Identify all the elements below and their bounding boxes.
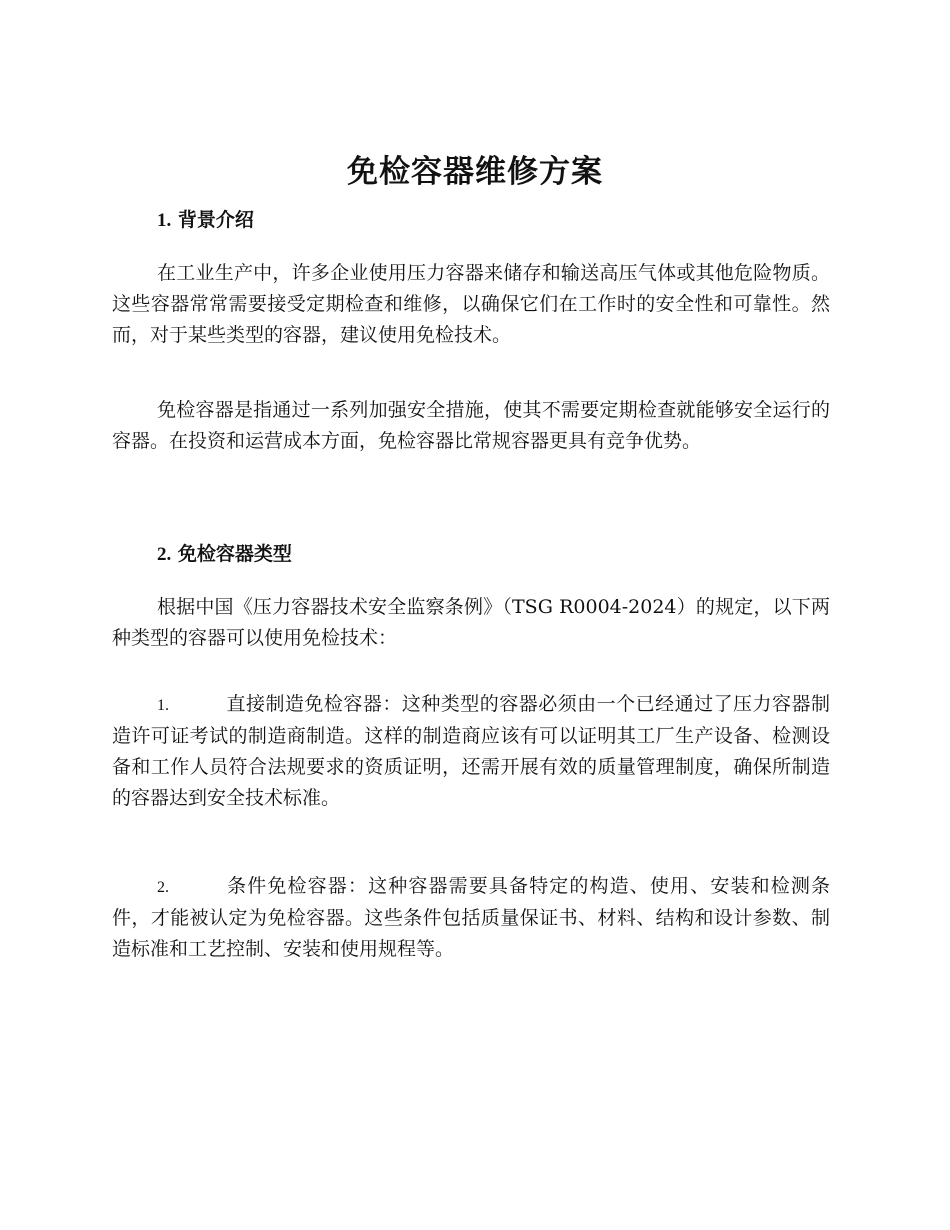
document-title: 免检容器维修方案 [347, 154, 603, 190]
list-item-text: 直接制造免检容器：这种类型的容器必须由一个已经通过了压力容器制造许可证考试的制造商制造。这样的制造商应该有可以证明其工厂生产设备、检测设备和工作人员符合法规要求的资质证明，还需开展有效的质量管理制度，确保所制造的容器达到安全技术标准。 [112, 693, 830, 809]
list-item [112, 689, 830, 814]
paragraph-background-2: 免检容器是指通过一系列加强安全措施，使其不需要定期检查就能够安全运行的容器。在投资和运营成本方面，免检容器比常规容器更具有竞争优势。 [112, 399, 830, 452]
section-heading-container-types [157, 540, 292, 569]
section-number: 1. [157, 210, 172, 231]
list-marker: 2. [157, 879, 169, 896]
list-item-text: 条件免检容器：这种容器需要具备特定的构造、使用、安装和检测条件，才能被认定为免检容器。这些条件包括质量保证书、材料、结构和设计参数、制造标准和工艺控制、安装和使用规程等。 [112, 875, 830, 960]
section-title: 背景介绍 [177, 209, 254, 231]
section-heading-background [157, 206, 254, 235]
paragraph-background-1: 在工业生产中，许多企业使用压力容器来储存和输送高压气体或其他危险物质。这些容器常常需要接受定期检查和维修，以确保它们在工作时的安全性和可靠性。然而，对于某些类型的容器，建议使用免检技术。 [112, 262, 830, 346]
list-marker: 1. [157, 697, 169, 714]
section-number: 2. [157, 544, 172, 565]
section-title: 免检容器类型 [177, 543, 292, 565]
paragraph-regulation: 根据中国《压力容器技术安全监察条例》（TSG R0004-2024）的规定，以下两种类型的容器可以使用免检技术： [112, 596, 830, 649]
list-item [112, 871, 830, 965]
